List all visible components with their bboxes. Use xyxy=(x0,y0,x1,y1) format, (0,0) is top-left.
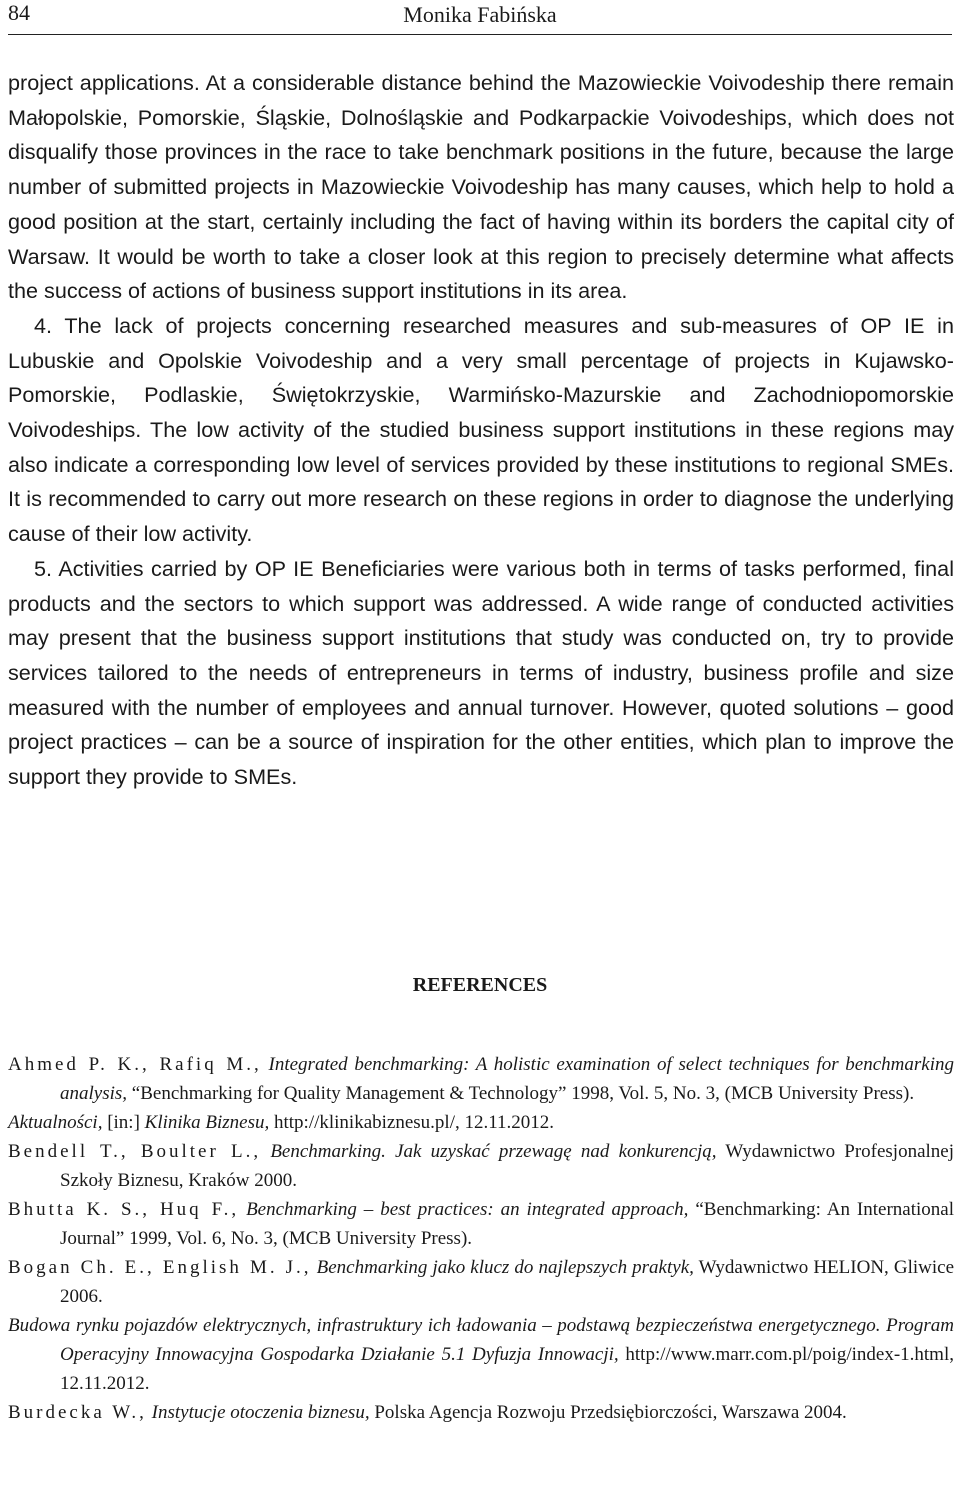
reference-author: Bendell T., Boulter L., xyxy=(8,1141,262,1162)
reference-details: [in:] xyxy=(102,1112,145,1133)
references-heading: REFERENCES xyxy=(412,974,548,996)
reference-item xyxy=(8,1253,954,1311)
reference-title: Benchmarking. Jak uzyskać przewagę nad konkurencją, xyxy=(261,1141,717,1162)
body-text xyxy=(8,66,954,795)
reference-title: Budowa rynku pojazdów elektrycznych, infrastruktury ich ładowania – podstawą bezpieczeństwa energetycznego. Program Operacyjny Innowacyjna Gospodarka Działanie 5.1 Dyfuzja Innowacji, xyxy=(8,1315,954,1365)
reference-item xyxy=(8,1398,954,1427)
reference-details: Wydawnictwo Profesjonalnej Szkoły Biznesu, Kraków 2000. xyxy=(60,1141,955,1191)
reference-title: Benchmarking jako klucz do najlepszych praktyk, xyxy=(311,1257,694,1278)
reference-details: “Benchmarking for Quality Management & Technology” 1998, Vol. 5, No. 3, (MCB University Press). xyxy=(127,1083,915,1104)
reference-item xyxy=(8,1311,954,1398)
paragraph: 5. Activities carried by OP IE Beneficiaries were various both in terms of tasks performed, final products and the sectors to which support was addressed. A wide range of conducted activities may present that the business support institutions that study was conducted on, try to provide services tailored to the needs of entrepreneurs in terms of industry, business profile and size measured with the number of employees and annual turnover. However, quoted solutions – good project practices – can be a source of inspiration for the other entities, which plan to improve the support they provide to SMEs. xyxy=(8,555,954,790)
reference-title: Instytucje otoczenia biznesu, xyxy=(146,1402,370,1423)
reference-details: Polska Agencja Rozwoju Przedsiębiorczości, Warszawa 2004. xyxy=(369,1402,847,1423)
paragraph: 4. The lack of projects concerning researched measures and sub-measures of OP IE in Lubuskie and Opolskie Voivodeship and a very small percentage of projects in Kujawsko-Pomorskie, Podlaskie, Świętokrzyskie, Warmińsko-Mazurskie and Zachodniopomorskie Voivodeships. The low activity of the studied business support institutions in these regions may also indicate a corresponding low level of services provided by these institutions to regional SMEs. It is recommended to carry out more research on these regions in order to diagnose the underlying cause of their low activity. xyxy=(8,312,954,547)
reference-details: Wydawnictwo HELION, Gliwice 2006. xyxy=(60,1257,955,1307)
references-list xyxy=(8,1050,954,1427)
reference-item xyxy=(8,1108,954,1137)
reference-item xyxy=(8,1195,954,1253)
reference-title: Aktualności, xyxy=(8,1112,103,1133)
paragraph: project applications. At a considerable distance behind the Mazowieckie Voivodeship there remain Małopolskie, Pomorskie, Śląskie, Dolnośląskie and Podkarpackie Voivodeships, which does not disqualify those provinces in the race to take benchmark positions in the future, because the large number of submitted projects in Mazowieckie Voivodeship has many causes, which help to hold a good position at the start, certainly including the fact of having within its borders the capital city of Warsaw. It would be worth to take a closer look at this region to precisely determine what affects the success of actions of business support institutions in its area. xyxy=(8,70,954,304)
reference-author: Ahmed P. K., Rafiq M., xyxy=(8,1054,262,1075)
page-number: 84 xyxy=(8,0,30,25)
reference-url: http://klinikabiznesu.pl/, 12.11.2012. xyxy=(269,1112,555,1133)
reference-details: http://www.marr.com.pl/poig/index-1.html, 12.11.2012. xyxy=(60,1344,954,1394)
reference-source: Klinika Biznesu, xyxy=(144,1112,270,1133)
reference-details: “Benchmarking: An International Journal” 1999, Vol. 6, No. 3, (MCB University Press). xyxy=(60,1199,955,1249)
reference-title: Integrated benchmarking: A holistic examination of select techniques for benchmarking analysis, xyxy=(60,1054,954,1104)
running-header xyxy=(8,0,952,35)
reference-title: Benchmarking – best practices: an integrated approach, xyxy=(239,1199,689,1220)
reference-author: Burdecka W., xyxy=(8,1402,147,1423)
running-head-author: Monika Fabińska xyxy=(403,2,557,27)
reference-author: Bhutta K. S., Huq F., xyxy=(8,1199,240,1220)
reference-author: Bogan Ch. E., English M. J., xyxy=(8,1257,312,1278)
reference-item xyxy=(8,1137,954,1195)
reference-item xyxy=(8,1050,954,1108)
